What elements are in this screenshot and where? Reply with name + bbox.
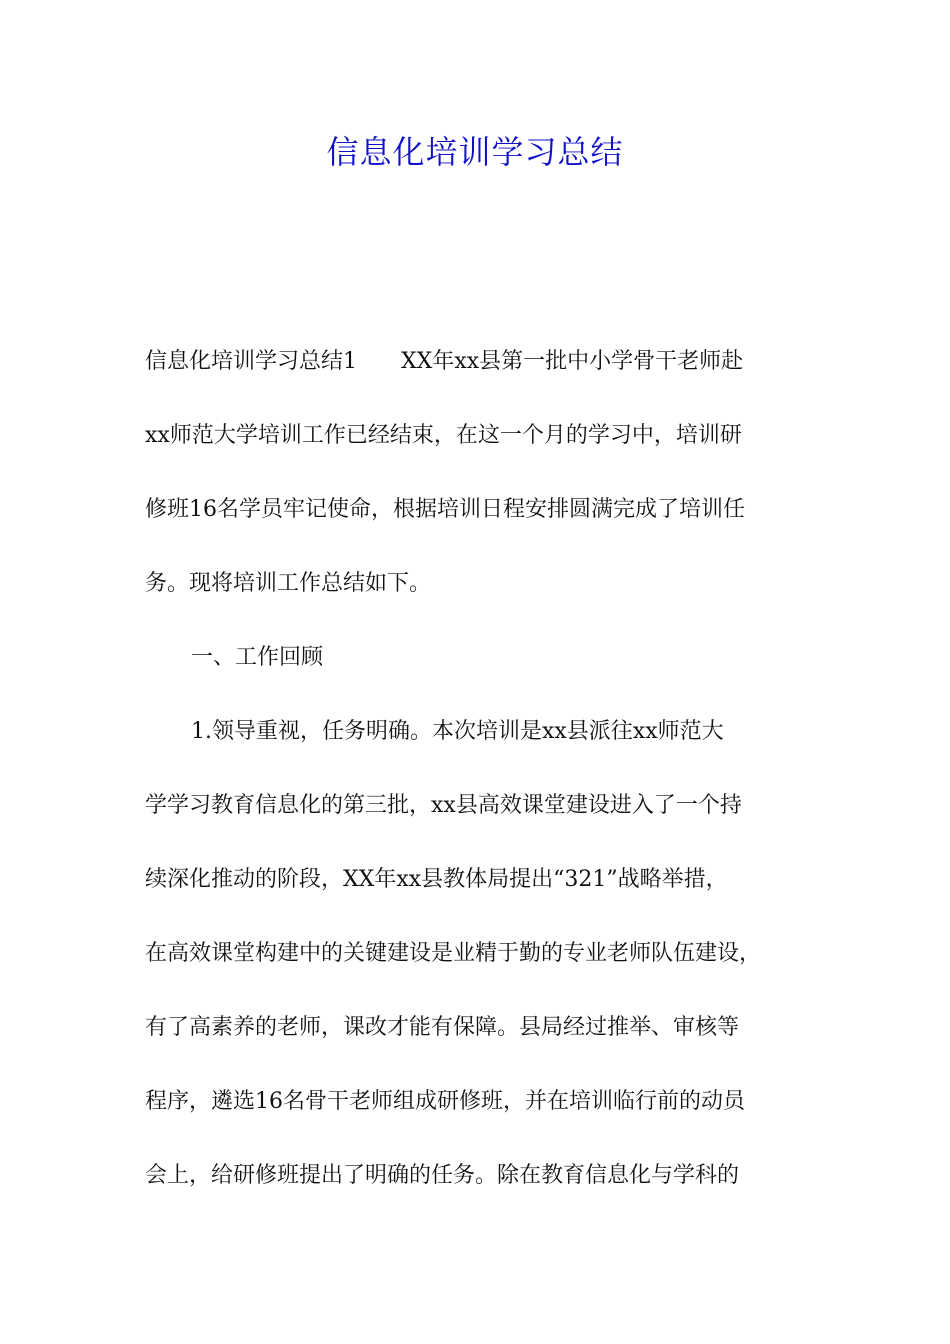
body-line: 有了高素养的老师，课改才能有保障。县局经过推举、审核等 <box>145 1015 740 1040</box>
body-line: 学学习教育信息化的第三批，xx县高效课堂建设进入了一个持 <box>145 793 742 818</box>
body-line: 会上，给研修班提出了明确的任务。除在教育信息化与学科的 <box>145 1163 740 1188</box>
body-line: 1.领导重视，任务明确。本次培训是xx县派往xx师范大 <box>191 719 724 744</box>
body-line: 修班16名学员牢记使命，根据培训日程安排圆满完成了培训任 <box>145 497 745 522</box>
body-line: 务。现将培训工作总结如下。 <box>145 571 432 596</box>
body-line: 信息化培训学习总结1 XX年xx县第一批中小学骨干老师赴 <box>145 349 744 374</box>
body-line: 在高效课堂构建中的关键建设是业精于勤的专业老师队伍建设， <box>145 941 762 966</box>
body-line: 续深化推动的阶段，XX年xx县教体局提出“321”战略举措， <box>145 867 728 892</box>
body-line: 程序，遴选16名骨干老师组成研修班，并在培训临行前的动员 <box>145 1089 745 1114</box>
body-line: xx师范大学培训工作已经结束，在这一个月的学习中，培训研 <box>145 423 742 448</box>
document-title: 信息化培训学习总结 <box>326 133 624 171</box>
document-body <box>145 340 835 1228</box>
section-heading: 一、工作回顾 <box>191 645 324 670</box>
